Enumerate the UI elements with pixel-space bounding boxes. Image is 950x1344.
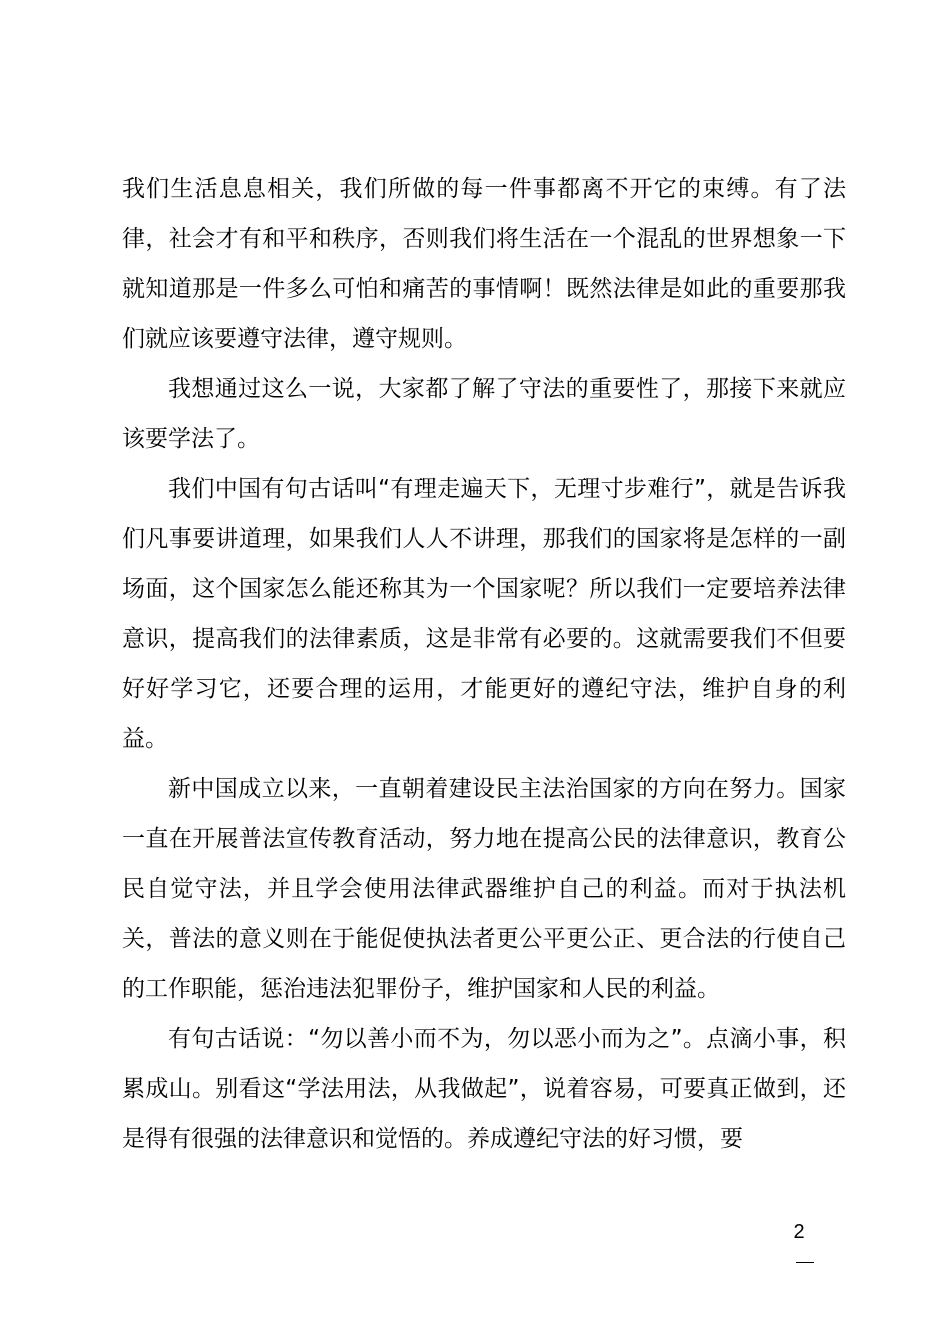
body-text (122, 164, 846, 1164)
paragraph-5: 有句古话说：“勿以善小而不为，勿以恶小而为之”。点滴小事，积累成山。别看这“学法用法，从我做起”，说着容易，可要真正做到，还是得有很强的法律意识和觉悟的。养成遵纪守法的好习惯，要 (122, 1026, 846, 1152)
paragraph-4: 新中国成立以来，一直朝着建设民主法治国家的方向在努力。国家一直在开展普法宣传教育活动，努力地在提高公民的法律意识，教育公民自觉守法，并且学会使用法律武器维护自己的利益。而对于执法机关，普法的意义则在于能促使执法者更公平更公正、更合法的行使自己的工作职能，惩治违法犯罪份子，维护国家和人民的利益。 (122, 776, 846, 1002)
page-number: 2 (793, 1221, 805, 1243)
paragraph-2: 我想通过这么一说，大家都了解了守法的重要性了，那接下来就应该要学法了。 (122, 376, 846, 452)
paragraph-1: 我们生活息息相关，我们所做的每一件事都离不开它的束缚。有了法律，社会才有和平和秩序，否则我们将生活在一个混乱的世界想象一下就知道那是一件多么可怕和痛苦的事情啊！既然法律是如此的重要那我们就应该要遵守法律，遵守规则。 (122, 176, 846, 352)
paragraph-3: 我们中国有句古话叫“有理走遍天下，无理寸步难行”，就是告诉我们凡事要讲道理，如果我们人人不讲理，那我们的国家将是怎样的一副场面，这个国家怎么能还称其为一个国家呢？所以我们一定要培养法律意识，提高我们的法律素质，这是非常有必要的。这就需要我们不但要好好学习它，还要合理的运用，才能更好的遵纪守法，维护自身的利益。 (122, 476, 846, 752)
page-number-rule (796, 1262, 814, 1263)
